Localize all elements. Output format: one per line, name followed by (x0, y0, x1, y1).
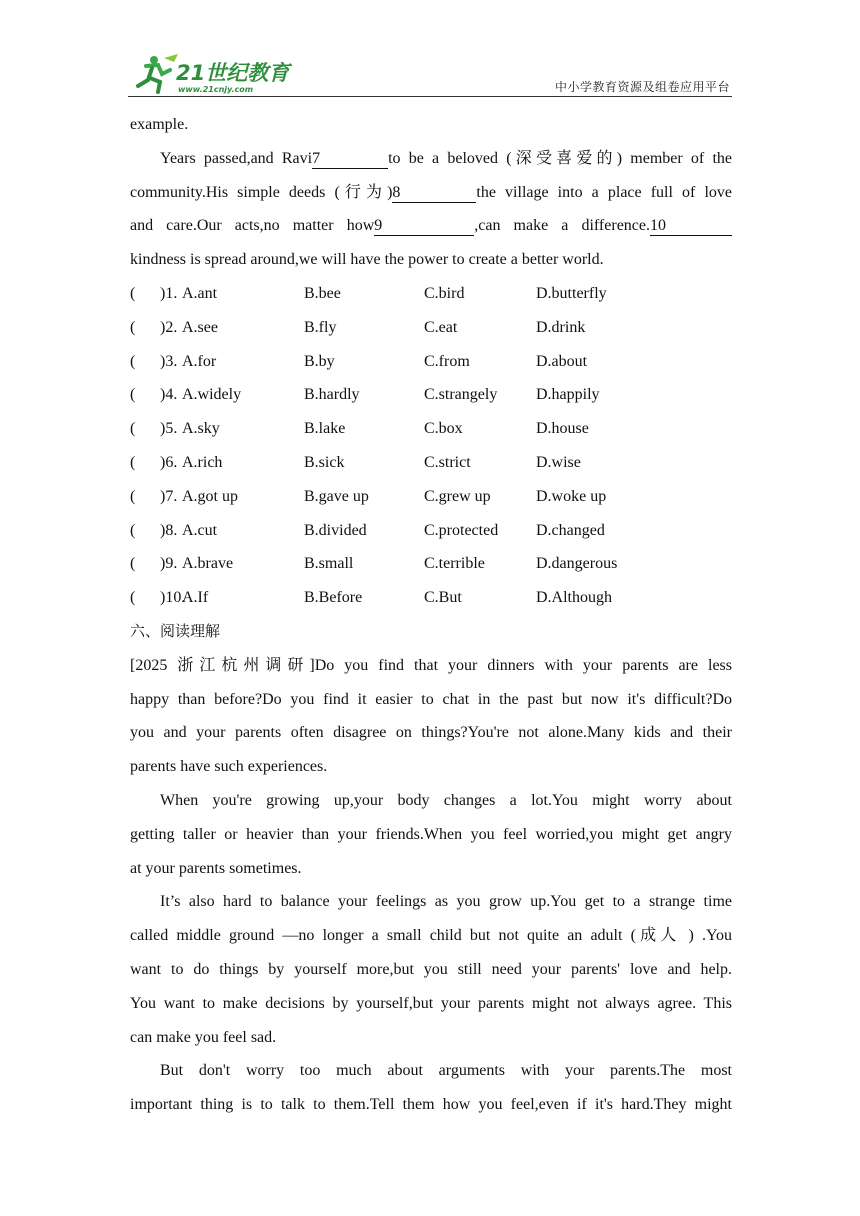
question-row (130, 446, 732, 480)
answer-paren: ( (130, 318, 136, 336)
option-a: A.widely (182, 386, 242, 404)
page-header (128, 48, 732, 98)
option-b: B.fly (304, 318, 337, 336)
question-number: )4. (160, 386, 178, 404)
question-row (130, 412, 732, 446)
answer-paren: ( (130, 420, 136, 438)
question-list (130, 277, 732, 615)
question-row (130, 547, 732, 581)
reading-line: When you're growing up,your body changes a lot.You might worry about (160, 791, 732, 809)
question-row (130, 581, 732, 615)
option-c: C.grew up (424, 487, 491, 505)
reading-line: at your parents sometimes. (130, 859, 302, 877)
option-b: B.hardly (304, 386, 360, 404)
blank-8: 8 (392, 184, 476, 203)
option-b: B.by (304, 352, 335, 370)
option-c: C.terrible (424, 555, 485, 573)
option-b: B.divided (304, 521, 367, 539)
option-d: D.woke up (536, 487, 607, 505)
reading-line: parents have such experiences. (130, 758, 328, 776)
logo-21cnjy (128, 52, 298, 96)
option-b: B.bee (304, 284, 341, 302)
option-d: D.Although (536, 589, 612, 607)
question-number: )6. (160, 453, 178, 471)
option-d: D.happily (536, 386, 600, 404)
answer-paren: ( (130, 453, 136, 471)
option-c: C.strangely (424, 386, 498, 404)
option-d: D.butterfly (536, 284, 607, 302)
option-c: C.strict (424, 453, 471, 471)
passage-line: and care.Our acts,no matter how9 ,can make a difference.10 (130, 209, 732, 243)
question-number: )8. (160, 521, 178, 539)
question-row (130, 480, 732, 514)
reading-line: happy than before?Do you find it easier to chat in the past but now it's difficult?Do (130, 690, 732, 708)
passage-line: Years passed,and Ravi7 to be a beloved (深受喜爱的) member of the (160, 149, 732, 167)
option-d: D.about (536, 352, 588, 370)
answer-paren: ( (130, 589, 136, 607)
reading-line: getting taller or heavier than your friends.When you feel worried,you might get angry (130, 825, 732, 843)
svg-text:21世纪教育: 21世纪教育 (176, 61, 290, 85)
reading-paragraph-2 (130, 784, 732, 885)
reading-line: can make you feel sad. (130, 1028, 277, 1046)
option-c: C.But (424, 589, 462, 607)
reading-line: you and your parents often disagree on things?You're not alone.Many kids and their (130, 724, 732, 742)
question-number: )3. (160, 352, 178, 370)
reading-paragraph-1 (130, 649, 732, 784)
question-number: )7. (160, 487, 178, 505)
option-d: D.drink (536, 318, 586, 336)
reading-paragraph-3 (130, 885, 732, 1054)
option-a: A.got up (182, 487, 238, 505)
option-a: A.see (182, 318, 218, 336)
page-content (130, 108, 732, 1122)
option-c: C.eat (424, 318, 458, 336)
option-c: C.bird (424, 284, 465, 302)
reading-line: It’s also hard to balance your feelings as you grow up.You get to a strange time (160, 893, 732, 911)
question-row (130, 311, 732, 345)
question-row (130, 345, 732, 379)
option-c: C.protected (424, 521, 499, 539)
question-number: )1. (160, 284, 178, 302)
option-d: D.changed (536, 521, 605, 539)
svg-text:www.21cnjy.com: www.21cnjy.com (178, 85, 254, 94)
option-c: C.from (424, 352, 470, 370)
option-b: B.sick (304, 453, 345, 471)
answer-paren: ( (130, 555, 136, 573)
blank-7: 7 (312, 150, 388, 169)
option-b: B.small (304, 555, 354, 573)
reading-line: important thing is to talk to them.Tell them how you feel,even if it's hard.They might (130, 1096, 732, 1114)
option-a: A.rich (182, 453, 223, 471)
passage-line: example. (130, 116, 189, 133)
question-row (130, 277, 732, 311)
option-a: A.sky (182, 420, 220, 438)
blank-10: 10 (650, 217, 732, 236)
answer-paren: ( (130, 521, 136, 539)
answer-paren: ( (130, 352, 136, 370)
option-a: A.brave (182, 555, 234, 573)
reading-line: called middle ground —no longer a small child but not quite an adult (成人 ) .You (130, 927, 732, 945)
reading-line: [2025 浙江杭州调研]Do you find that your dinners with your parents are less (130, 656, 732, 674)
question-number: )9. (160, 555, 178, 573)
option-b: B.lake (304, 420, 346, 438)
option-b: B.gave up (304, 487, 369, 505)
question-number: )10. (160, 589, 186, 607)
option-a: A.ant (182, 284, 218, 302)
question-number: )2. (160, 318, 178, 336)
answer-paren: ( (130, 284, 136, 302)
reading-line: But don't worry too much about arguments with your parents.The most (160, 1062, 732, 1080)
header-divider (128, 96, 732, 97)
passage-line: community.His simple deeds (行为)8 the village into a place full of love (130, 183, 733, 201)
answer-paren: ( (130, 487, 136, 505)
question-row (130, 514, 732, 548)
option-a: A.If (182, 589, 209, 607)
reading-line: want to do things by yourself more,but you still need your parents' love and help. (130, 960, 732, 978)
option-a: A.cut (182, 521, 218, 539)
reading-paragraph-4 (130, 1054, 732, 1122)
question-number: )5. (160, 420, 178, 438)
section-title: 六、阅读理解 (130, 621, 221, 640)
passage-line: kindness is spread around,we will have the power to create a better world. (130, 251, 604, 269)
answer-paren: ( (130, 386, 136, 404)
question-row (130, 378, 732, 412)
reading-line: You want to make decisions by yourself,but your parents might not always agree. This (130, 994, 732, 1012)
blank-9: 9 (374, 217, 474, 236)
option-d: D.house (536, 420, 589, 438)
option-d: D.wise (536, 453, 581, 471)
option-b: B.Before (304, 589, 363, 607)
option-a: A.for (182, 352, 217, 370)
platform-name: 中小学教育资源及组卷应用平台 (554, 80, 730, 94)
option-d: D.dangerous (536, 555, 618, 573)
option-c: C.box (424, 420, 463, 438)
